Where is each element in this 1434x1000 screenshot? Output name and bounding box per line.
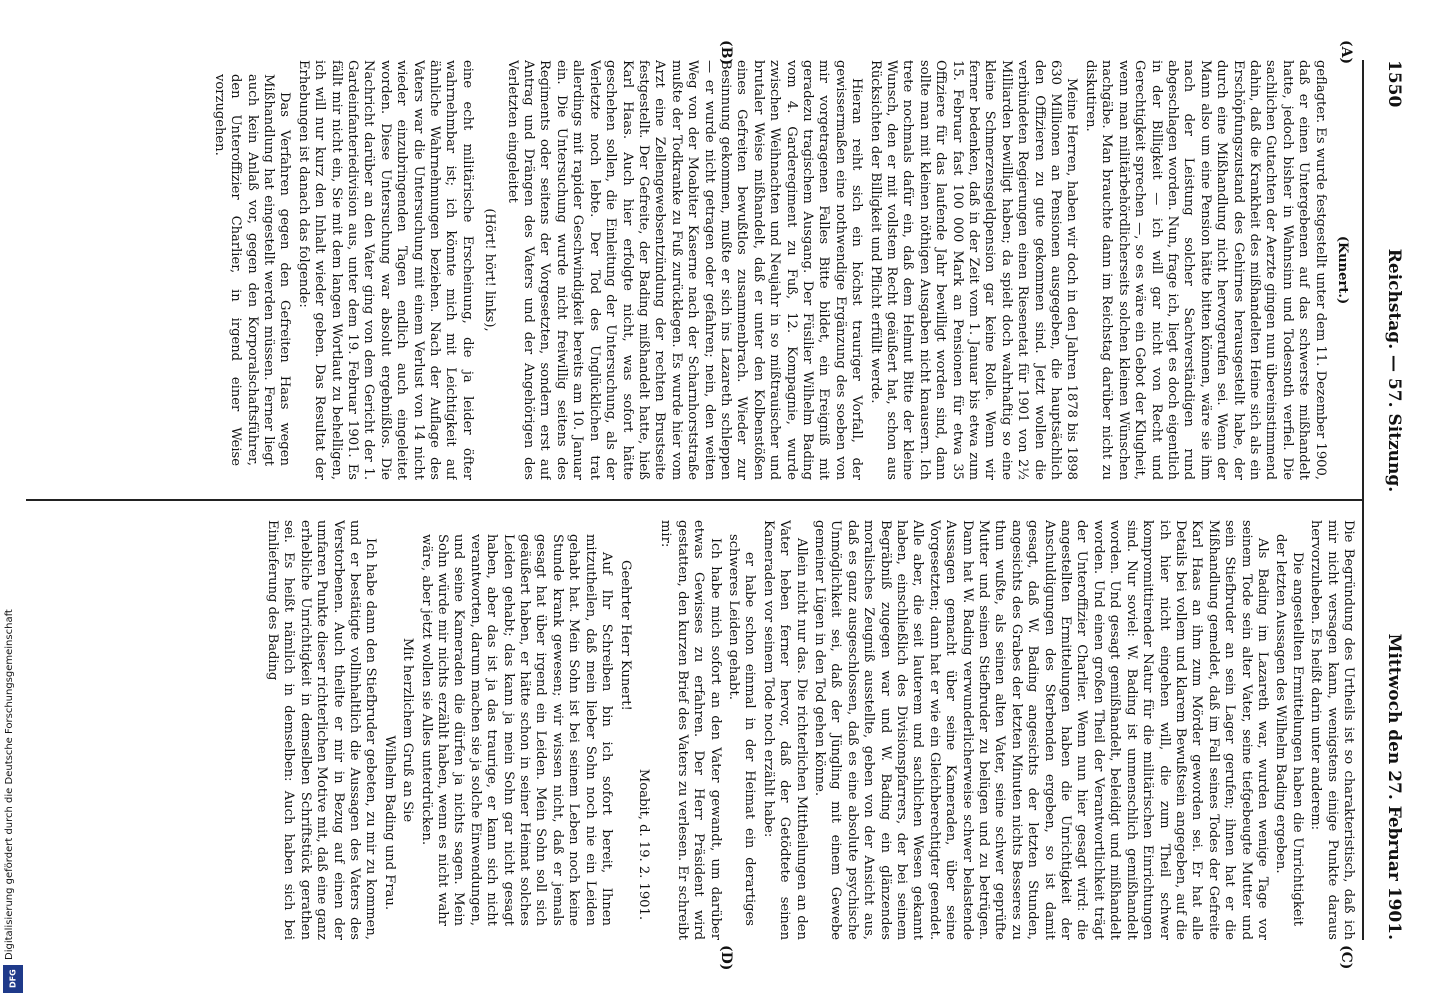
paragraph: Die Begründung des Urtheils ist so charakteristisch, daß ich mir nicht versagen kann, wenigstens einige Punkte daraus hervorzuheben. Es heißt darin unter anderem: <box>1308 520 1356 940</box>
letter-salutation: Geehrter Herr Kunert! <box>617 560 633 711</box>
quoted-text: er habe schon einmal in der Heimat ein derartiges schweres Leiden gehabt. <box>725 534 758 926</box>
funding-sidebar <box>0 0 26 1000</box>
letter-date: Moabit, d. 19. 2. 1901. <box>635 768 651 920</box>
quoted-decision: Das Verfahren gegen den Gefreiten Haas wegen Mißhandlung hat eingestellt werden müssen. Ferner liegt auch kein Anlaß vor, gegen den Korporalschaftsführer, den Unteroffizier Charlier, in irgend einer Weise vorzugehen. <box>211 74 293 466</box>
page-header <box>1370 60 1404 940</box>
interjection: (Hört! hört! links), <box>482 208 498 332</box>
paragraph: Ich habe mich sofort an den Vater gewandt, um darüber etwas Gewisses zu erfahren. Der Herr Präsident wird gestatten, den kurzen Brief des Vaters zu verlesen. Er schreibt mir: <box>658 520 723 940</box>
header-title: Reichstag. — 57. Sitzung. <box>1384 248 1404 493</box>
quoted-text: Die angestellten Ermittelungen haben die Unrichtigkeit der letzten Aussagen des Wilhelm Bading ergeben. <box>1273 534 1305 926</box>
funding-credit: Digitalisierung gefördert durch die Deutsche Forschungsgemeinschaft <box>4 609 15 960</box>
paragraph: Hieran reiht sich ein höchst trauriger Vorfall, der gewissermaßen eine nothwendige Ergänzung des soeben von mir vorgetragenen Falles Bitte bildet, ein Ereigniß mit geradezu tragischem Ausgang. Der Füsilier Wilhelm Bading vom 4. Garderegiment zu Fuß, 12. Kompagnie, wurde zwischen Weihnachten und Neujahr in so mißtrauischer und brutaler Weise mißhandelt, daß er unter den Kolbenstößen eines Gefreiten bewußtlos zusammenbrach. Wieder zur Besinnung gekommen, mußte er sich ins Lazareth schleppen — er wurde nicht getragen oder gefahren; nein, den weiten Weg von der Moabiter Kaserne nach der Scharnhorststraße mußte der Todkranke zu Fuß zurücklegen. Es wurde hier vom Arzt eine Zellengewebsentzündung der rechten Brustseite festgestellt. Der Gefreite, der Bading mißhandelt hatte, hieß Karl Haas. Auch hier erfolgte nicht, was sofort hätte geschehen sollen, die Einleitung der Untersuchung, als der Verletzte noch lebte. Der Tod des Unglücklichen trat allerdings mit rapider Geschwindigkeit bereits am 10. Januar ein. Die Untersuchung wurde nicht freiwillig seitens des Regiments oder seitens der Vorgesetzten, sondern erst auf Antrag und Drängen des Vaters und der Angehörigen des Verletzten eingeleitet <box>504 60 865 480</box>
margin-marker-a: (A) <box>1338 40 1354 65</box>
letter-body: Auf Ihr Schreiben bin ich sofort bereit, Ihnen mitzutheilen, daß mein lieber Sohn noch nie ein Leiden gehabt hat. Mein Sohn ist bei seinem Leben noch keine Stunde krank gewesen; wir wissen nicht, daß er jemals gesagt hat über irgend ein Leiden. Mein Sohn soll sich geäußert haben, er hätte schon in seiner Heimat solches Leiden gehabt; das kann ja mein Sohn gar nicht gesagt haben, aber das ist ja das traurige, er kann sich nicht verantworten, darum machen sie ja solche Einwendungen, und seine Kameraden die dürfen ja nichts sagen. Mein Sohn würde mir nichts erzählt haben, wenn es nicht wahr wäre, aber jetzt wollen sie Alles unterdrücken. <box>418 534 615 926</box>
letter-closing: Mit herzlichem Gruß an Sie <box>400 637 416 823</box>
margin-marker-d: (D) <box>718 945 734 971</box>
margin-marker-b: (B) <box>718 40 734 66</box>
paragraph: eine echt militärische Erscheinung, die ja leider öfter wahrnehmbar ist; ich könnte mich mit Leichtigkeit auf ähnliche Wahrnehmungen beziehen. Nach der Auflage des Vaters war die Untersuchung mit einem Verlust von 14 nicht wieder einzubringenden Tagen endlich auch eingeleitet worden. Diese Untersuchung war absolut ergebnißlos. Die Nachricht darüber an den Vater ging von dem Gericht der 1. Gardeinfanteriedivision aus, unter dem 19. Februar 1901. Es fällt mir nicht ein, Sie mit dem langen Wortlaut zu behelligen, ich will nur kurz den Inhalt wieder geben. Das Resultat der Erhebungen ist danach das folgende: <box>295 60 475 480</box>
column-divider <box>24 499 1364 501</box>
speaker-label: (Kunert.) <box>1335 235 1350 305</box>
paragraph: geflagter. Es wurde festgestellt unter dem 11. Dezember 1900, daß er einen Untergebenen auf das schwerste mißhandelt hatte, jedoch bisher in Wahnsinn und Todesnoth verfiel. Die sachlichen Gutachten der Aerzte gingen nun übereinstimmend dahin, daß die Krankheit des mißhandelten Heine sich als ein Erschöpfungszustand des Gehirnes herausgestellt habe, der durch eine Mißhandlung nicht hervorgerufen sei. Wenn der Mann also um eine Pension hätte bitten können, wäre sie ihm nach der Leistung solcher Sachverständigen rund abgeschlagen worden. Nun, frage ich, liegt es doch eigentlich in der Billigkeit — ich will gar nicht von Recht und Gerechtigkeit sprechen —, so es wäre ein Gebot der Klugheit, wenn man militärbehördlicherseits solchen kleinen Wünschen nachgäbe. Man brauchte dann im Reichstag darüber nicht zu diskutiren. <box>1082 60 1328 480</box>
header-date: Mittwoch den 27. Februar 1901. <box>1384 633 1404 940</box>
right-column <box>26 520 1356 940</box>
margin-marker-c: (C) <box>1338 945 1354 970</box>
paragraph: Meine Herren, haben wir doch in den Jahren 1878 bis 1898 630 Millionen an Pensionen ausgegeben, die hauptsächlich den Offizieren zu gute gekommen sind. Jetzt wollen die verbündeten Regierungen einen Riesenetat für 1901 von 2½ Milliarden bewilligt haben; da spielt doch wahrhaftig so eine kleine Schmerzensgeldpension gar keine Rolle. Wenn wir ferner bedenken, daß in der Zeit vom 1. Januar bis etwa zum 15. Februar fast 100 000 Mark an Pensionen für etwa 35 Offiziere für das laufende Jahr bewilligt worden sind, dann sollte man mit kleinen nöthigen Ausgaben nicht knausern. Ich trete nochmals dafür ein, daß dem Helmut Bitte der kleine Wunsch, den er mit vollstem Recht geäußert hat, schon aus Rücksichten der Billigkeit und Pflicht erfüllt werde. <box>867 60 1080 480</box>
paragraph: Allein nicht nur das. Die richterlichen Mittheilungen an den Vater heben ferner hervor, daß der Getödtete seinen Kameraden vor seinem Tode noch erzählt habe: <box>760 520 809 940</box>
left-column <box>26 60 1356 480</box>
paragraph: Als Bading im Lazareth war, wurden wenige Tage vor seinem Tode sein alter Vater, seine tiefgebeugte Mutter und sein Stiefbruder an sein Lager gerufen; ihnen hat er die Mißhandlung gemeldet, daß im Fall seines Todes der Gefreite Karl Haas an ihm zum Mörder geworden sei. Er hat alle Details bei vollem und klarem Bewußtsein angegeben, auf die ich hier nicht eingehen will, die zum Theil schwer kompromittirender Natur für die militärischen Einrichtungen sind. Nur soviel: W. Bading ist unmenschlich gemißhandelt worden. Und gesagt gemißhandelt, beleidigt und mißhandelt worden. Und einen großen Theil der Verantwortlichkeit trägt der Unteroffizier Charlier. Wenn nun hier gesagt wird: die angestellten Ermittelungen haben die Unrichtigkeit der Anschuldigungen des Sterbenden ergeben, so ist damit gesagt, daß W. Bading angesichts der letzten Stunden, angesichts des Grabes der letzten Minuten nichts Besseres zu thun wußte, als seinen alten Vater, seine schwer geprüfte Mutter und seinen Stiefbruder zu belügen und zu betrügen. Dann hat W. Bading verwunderlicherweise schwer belastende Aussagen gemacht über seine Kameraden, über seine Vorgesetzten; dann hat er wie ein Gleichberechtigter geendet. Alle aber, die seit lauterem und sachlichen Wesen gekannt haben, einschließlich des Divisionspfarrers, der bei seinem Begräbniß zugegen war und W. Bading ein glänzendes moralisches Zeugniß ausstellte, geben von der Ansicht aus, daß es ganz ausgeschlossen, daß es eine absolute psychische Unmöglichkeit sei, daß der Jüngling mit einem Gewebe gemeiner Lügen in den Tod gehen könne. <box>812 520 1270 940</box>
paragraph: Ich habe dann den Stiefbruder gebeten, zu mir zu kommen, und er bestätigte vollinhaltlich die Aussagen des Vaters des Verstorbenen. Auch theilte er mir in Bezug auf einen der umfaren Punkte dieser richterlichen Motive mit, daß eine ganz erhebliche Unrichtigkeit in demselben Schriftstück gerathen sei. Es heißt nämlich in demselben: Auch haben sich bei Einlieferung des Bading <box>265 520 379 940</box>
letter-signature: Wilhelm Bading und Frau. <box>381 735 397 910</box>
page-number: 1550 <box>1384 60 1404 108</box>
dfg-logo: DFG <box>3 965 23 993</box>
